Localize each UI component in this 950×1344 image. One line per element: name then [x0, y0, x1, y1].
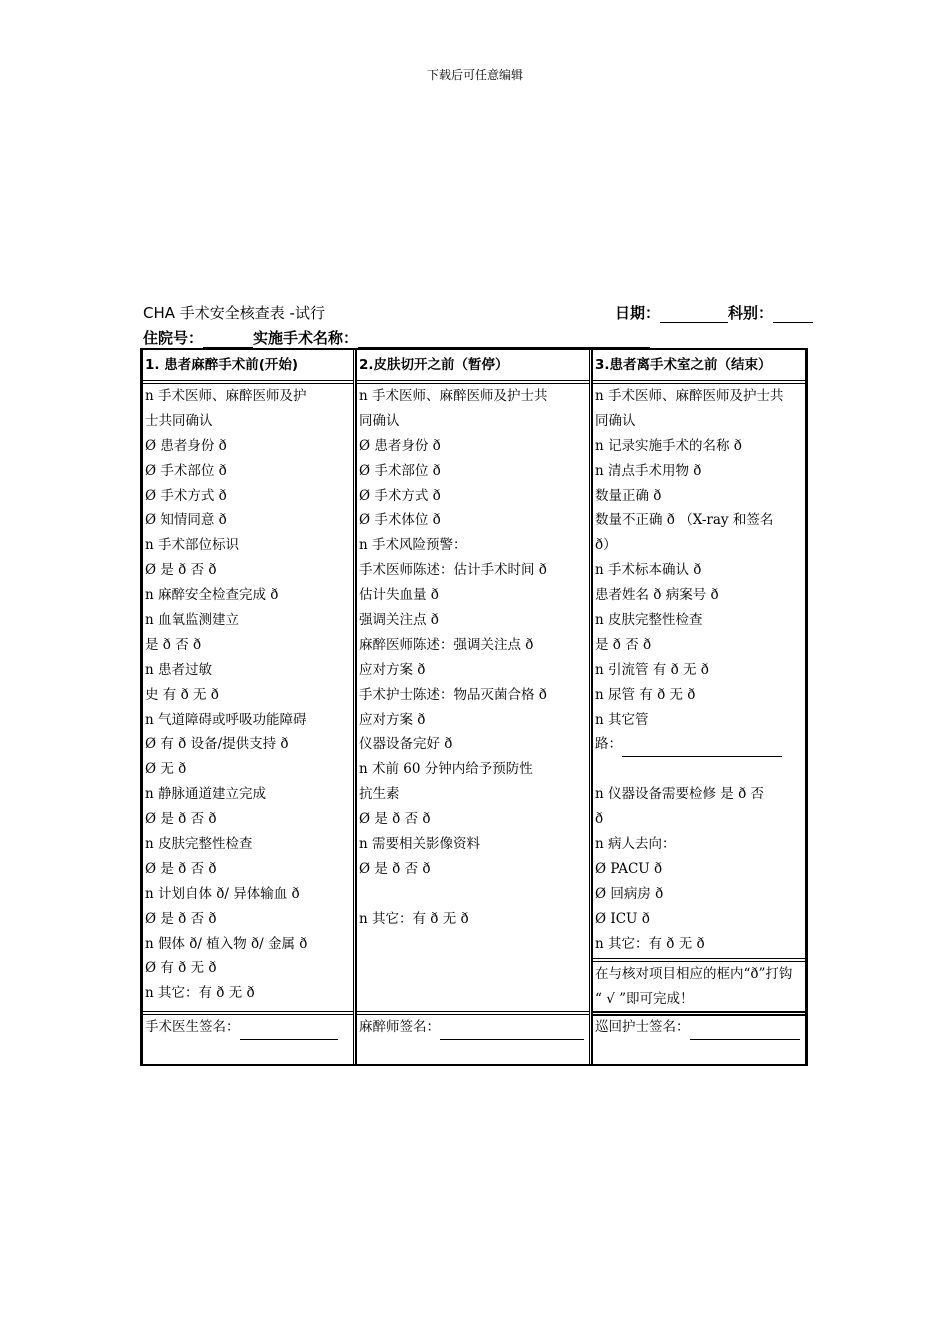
checklist-line: 史 有 ð 无 ð [145, 686, 219, 703]
column-title: 1. 患者麻醉手术前(开始) [143, 350, 353, 384]
checklist-line: 应对方案 ð [359, 711, 426, 728]
column-title: 3.患者离手术室之前（结束） [593, 350, 805, 384]
checklist-line: n 手术部位标识 [145, 537, 239, 554]
checklist-line: 手术医师陈述：估计手术时间 ð [359, 562, 547, 579]
checklist-line: Ø 无 ð [145, 761, 187, 778]
checklist-line: n 仪器设备需要检修 是 ð 否 [595, 786, 764, 803]
checklist-line: Ø 回病房 ð [595, 885, 664, 902]
signature-blank[interactable] [240, 1023, 338, 1040]
checklist-line: 强调关注点 ð [359, 612, 439, 629]
tube-route-blank[interactable] [622, 741, 782, 757]
checklist-line: 数量不正确 ð （X-ray 和签名 [595, 512, 774, 529]
checklist-line: Ø 是 ð 否 ð [145, 562, 217, 579]
checklist-line: Ø 是 ð 否 ð [359, 860, 431, 877]
signature-row [357, 1011, 589, 1065]
checklist-line: n 手术医师、麻醉医师及护 [145, 388, 307, 404]
checklist-line: n 清点手术用物 ð [595, 462, 702, 479]
signature-blank-continued[interactable] [145, 1048, 207, 1065]
checklist-line: ð [595, 811, 604, 828]
checklist-line: n 其它：有 ð 无 ð [359, 910, 469, 927]
checklist-line: Ø 手术方式 ð [359, 487, 441, 504]
checklist-line [357, 882, 589, 907]
checklist-line: n 手术医师、麻醉医师及护士共 [359, 388, 548, 404]
checklist-line: 是 ð 否 ð [145, 636, 202, 653]
checklist-line: Ø 是 ð 否 ð [145, 811, 217, 828]
admission-blank[interactable] [203, 332, 253, 348]
checklist-line: 手术护士陈述：物品灭菌合格 ð [359, 686, 547, 703]
checklist-line: 同确认 [595, 412, 636, 429]
checklist-line: Ø 有 ð 设备/提供支持 ð [145, 736, 289, 753]
column-before-leaving [592, 350, 806, 1064]
signature-label: 手术医生签名： [145, 1019, 240, 1035]
checklist-line [593, 757, 805, 782]
checklist-line: n 其它：有 ð 无 ð [595, 935, 705, 952]
signature-blank[interactable] [690, 1023, 800, 1040]
checklist-line: ð） [595, 537, 617, 554]
checklist-line: Ø ICU ð [595, 910, 650, 927]
checklist-line: n 引流管 有 ð 无 ð [595, 661, 709, 678]
signature-row [143, 1011, 353, 1065]
checklist-line: Ø PACU ð [595, 860, 663, 877]
instruction-line: “ √ ”即可完成！ [595, 991, 694, 1008]
checklist-line: n 尿管 有 ð 无 ð [595, 686, 696, 703]
surgery-name-label: 实施手术名称： [253, 329, 359, 347]
column-lines [357, 384, 589, 932]
checklist-line: 同确认 [359, 412, 400, 429]
checklist-line: n 记录实施手术的名称 ð [595, 437, 742, 454]
checklist-line: 患者姓名 ð 病案号 ð [595, 587, 719, 604]
checklist-line: n 皮肤完整性检查 [145, 836, 253, 853]
column-before-anesthesia [142, 350, 356, 1064]
form-title-row [143, 302, 803, 323]
surgery-name-blank[interactable] [358, 332, 650, 348]
form-title: CHA 手术安全核查表 -试行 [143, 304, 325, 322]
checklist-line-with-blank: 路： [593, 732, 805, 757]
checklist-line: n 手术风险预警： [359, 537, 467, 554]
checklist-line: Ø 是 ð 否 ð [145, 910, 217, 927]
column-lines [143, 384, 353, 1006]
signature-label: 巡回护士签名： [595, 1019, 690, 1035]
admission-row [143, 327, 803, 348]
column-before-incision [356, 350, 592, 1064]
checklist-line: Ø 患者身份 ð [359, 437, 441, 454]
instruction-note [593, 958, 805, 1016]
checklist-line: Ø 手术部位 ð [145, 462, 227, 479]
checklist-line: 是 ð 否 ð [595, 636, 652, 653]
checklist-line: n 手术标本确认 ð [595, 562, 702, 579]
checklist-line: 应对方案 ð [359, 661, 426, 678]
instruction-line: 在与核对项目相应的框内“ð”打钩 [595, 966, 793, 983]
checklist-line: n 静脉通道建立完成 [145, 786, 266, 803]
checklist-line: 估计失血量 ð [359, 587, 439, 604]
checklist-line: n 皮肤完整性检查 [595, 612, 703, 629]
checklist-line: n 手术医师、麻醉医师及护士共 [595, 388, 784, 404]
checklist-line: n 病人去向： [595, 836, 676, 853]
checklist-line: n 其它管 [595, 711, 649, 728]
signature-row [593, 1011, 805, 1065]
checklist-table [140, 348, 808, 1066]
checklist-line: 麻醉医师陈述：强调关注点 ð [359, 636, 534, 653]
dept-label: 科别： [728, 304, 774, 322]
checklist-line: 仪器设备完好 ð [359, 736, 453, 753]
checklist-line: Ø 患者身份 ð [145, 437, 227, 454]
checklist-line: Ø 有 ð 无 ð [145, 960, 217, 977]
checklist-line: n 计划自体 ð/ 异体输血 ð [145, 885, 300, 902]
checklist-line: 数量正确 ð [595, 487, 662, 504]
checklist-line: n 假体 ð/ 植入物 ð/ 金属 ð [145, 935, 308, 952]
dept-blank[interactable] [773, 307, 813, 323]
checklist-line: n 需要相关影像资料 [359, 836, 480, 853]
signature-blank-continued[interactable] [359, 1048, 407, 1065]
date-label: 日期： [615, 304, 661, 322]
checklist-line: Ø 手术方式 ð [145, 487, 227, 504]
checklist-line: Ø 知情同意 ð [145, 512, 227, 529]
checklist-line: n 血氧监测建立 [145, 612, 239, 629]
admission-label: 住院号： [143, 329, 204, 347]
signature-blank[interactable] [440, 1023, 584, 1040]
column-lines [593, 384, 805, 956]
signature-label: 麻醉师签名： [359, 1019, 440, 1035]
header-note: 下载后可任意编辑 [426, 68, 523, 82]
checklist-line: 抗生素 [359, 786, 400, 803]
checklist-line: n 麻醉安全检查完成 ð [145, 587, 279, 604]
checklist-line: Ø 手术体位 ð [359, 512, 441, 529]
checklist-line: 士共同确认 [145, 412, 213, 429]
date-dept-row [615, 302, 813, 323]
checklist-line: Ø 是 ð 否 ð [145, 860, 217, 877]
checklist-line: n 气道障碍或呼吸功能障碍 [145, 711, 307, 728]
column-title: 2.皮肤切开之前（暂停） [357, 350, 589, 384]
checklist-line: Ø 是 ð 否 ð [359, 811, 431, 828]
checklist-line: Ø 手术部位 ð [359, 462, 441, 479]
signature-blank-continued[interactable] [595, 1048, 631, 1065]
checklist-line: n 其它：有 ð 无 ð [145, 985, 255, 1002]
date-blank[interactable] [660, 307, 728, 323]
checklist-line: n 术前 60 分钟内给予预防性 [359, 761, 533, 778]
checklist-line: n 患者过敏 [145, 661, 212, 678]
